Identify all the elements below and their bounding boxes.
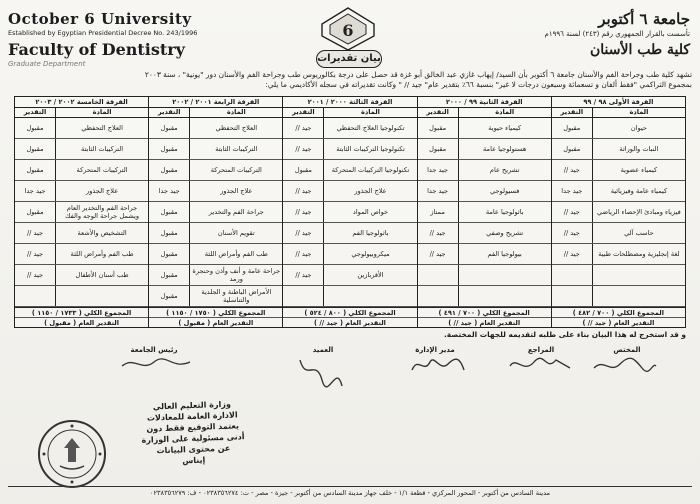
signature-president bbox=[116, 354, 196, 374]
year-summary bbox=[552, 307, 685, 327]
table-row bbox=[552, 244, 685, 265]
university-logo bbox=[316, 6, 380, 50]
grade-cell: جيد // bbox=[429, 250, 446, 258]
table-row bbox=[283, 244, 416, 265]
table-row bbox=[552, 286, 685, 307]
table-row bbox=[552, 181, 685, 202]
year-column bbox=[417, 97, 551, 327]
sig-label-admin-director: مدير الإدارة bbox=[415, 346, 455, 354]
decree-ar: تأسست بالقرار الجمهوري رقم (٢٤٣) لسنة ١٩٩٦م bbox=[544, 30, 690, 38]
subject-cell: علاج الجذور bbox=[189, 181, 282, 201]
subject-cell: علاج الجذور bbox=[323, 181, 416, 201]
year-total: المجموع الكلي ( ١٧٣٣ / ١١٥٠ ) bbox=[15, 308, 148, 318]
table-row bbox=[552, 202, 685, 223]
year-general-grade: التقدير العام ( مقبول ) bbox=[44, 319, 120, 327]
year-title: الفرقة الخامسة ٢٠٠٢ / ٢٠٠٣ bbox=[15, 97, 148, 108]
subject-cell: التركيبات المتحركة bbox=[55, 160, 148, 180]
subject-cell: التركيبات الثابتة bbox=[55, 139, 148, 159]
stamp-line-5: عن محتوى البيانات bbox=[156, 443, 231, 456]
subject-cell: كيمياء عضوية bbox=[592, 160, 685, 180]
grade-cell bbox=[283, 286, 323, 306]
grade-cell: مقبول bbox=[160, 250, 178, 258]
table-row bbox=[149, 265, 282, 286]
table-row bbox=[15, 223, 148, 244]
year-title: الفرقة الثالثة ٢٠٠٠ / ٢٠٠١ bbox=[283, 97, 416, 108]
subject-cell: كيمياء حيوية bbox=[458, 118, 551, 138]
subject-cell bbox=[55, 286, 148, 306]
table-row bbox=[552, 160, 685, 181]
grade-cell: مقبول bbox=[294, 166, 312, 174]
table-row bbox=[418, 265, 551, 286]
subject-cell: باثولوجيا عامة bbox=[458, 202, 551, 222]
subject-cell: الأقربازين bbox=[323, 265, 416, 285]
grade-cell: جيد // bbox=[563, 166, 580, 174]
grade-header: التقدير bbox=[292, 108, 315, 116]
table-row bbox=[552, 139, 685, 160]
grade-cell: مقبول bbox=[26, 145, 44, 153]
column-header bbox=[552, 108, 685, 118]
table-row bbox=[149, 181, 282, 202]
subject-cell: تكنولوجيا العلاج التحفظي bbox=[323, 118, 416, 138]
signature-dean bbox=[292, 352, 352, 390]
subject-cell: طب الفم وأمراض اللثة bbox=[55, 244, 148, 264]
subject-cell: النبات والوراثة bbox=[592, 139, 685, 159]
stamp-line-1: وزارة التعليم العالي bbox=[152, 399, 231, 412]
table-row bbox=[418, 139, 551, 160]
grade-cell: مقبول bbox=[26, 208, 44, 216]
grade-cell bbox=[552, 286, 592, 306]
subject-cell bbox=[458, 265, 551, 285]
faculty-name-ar: كلية طب الأسنان bbox=[589, 42, 690, 58]
subject-cell: ميكروبيولوجي bbox=[323, 244, 416, 264]
subject-header: المادة bbox=[458, 108, 551, 117]
subject-cell: لغة إنجليزية ومصطلحات طبية bbox=[592, 244, 685, 264]
year-total: المجموع الكلي ( ١٧٥٠ / ١١٥٠ ) bbox=[149, 308, 282, 318]
grade-cell: جيد جدا bbox=[561, 187, 583, 195]
year-general-grade: التقدير العام ( جيد // ) bbox=[582, 319, 655, 327]
year-general-grade: التقدير العام ( جيد // ) bbox=[314, 319, 386, 327]
subject-header: المادة bbox=[323, 108, 416, 117]
subject-cell bbox=[458, 286, 551, 306]
subject-cell: التركيبات الثابتة bbox=[189, 139, 282, 159]
subject-cell bbox=[592, 286, 685, 306]
subject-cell: تكنولوجيا التركيبات المتحركة bbox=[323, 160, 416, 180]
grade-header: التقدير bbox=[157, 108, 181, 116]
closing-statement: و قد استخرج له هذا البيان بناء على طلبه لتقديمه للجهات المختصة. bbox=[443, 330, 686, 339]
table-row bbox=[418, 244, 551, 265]
subject-cell: تشريح عام bbox=[458, 160, 551, 180]
grade-cell: جيد جدا bbox=[158, 187, 180, 195]
grade-cell: جيد // bbox=[563, 229, 580, 237]
grade-cell: مقبول bbox=[26, 124, 44, 132]
grade-cell bbox=[418, 286, 458, 306]
grade-cell bbox=[418, 265, 458, 285]
grade-cell: جيد // bbox=[295, 208, 312, 216]
column-header bbox=[149, 108, 282, 118]
table-row bbox=[283, 118, 416, 139]
column-header bbox=[15, 108, 148, 118]
table-row bbox=[283, 265, 416, 286]
subject-cell: بيولوجيا الفم bbox=[458, 244, 551, 264]
faculty-name-en: Faculty of Dentistry bbox=[8, 40, 185, 59]
grade-cell: جيد // bbox=[295, 271, 312, 279]
table-row bbox=[418, 118, 551, 139]
grade-cell: جيد // bbox=[26, 250, 44, 258]
year-title: الفرقة الرابعة ٢٠٠١ / ٢٠٠٢ bbox=[149, 97, 282, 108]
table-row bbox=[418, 202, 551, 223]
university-name-ar: جامعة ٦ أكتوبر bbox=[598, 10, 690, 28]
grade-cell: مقبول bbox=[429, 145, 447, 153]
subject-cell: تكنولوجيا التركيبات الثابتة bbox=[323, 139, 416, 159]
round-seal-icon bbox=[36, 418, 108, 490]
subject-cell: العلاج التحفظي bbox=[189, 118, 282, 138]
table-row bbox=[15, 181, 148, 202]
subject-cell: التركيبات المتحركة bbox=[189, 160, 282, 180]
subject-cell: تشريح وصفي bbox=[458, 223, 551, 243]
subject-cell: كيمياء عامة وفيزيائية bbox=[592, 181, 685, 201]
logo-text: 6 bbox=[342, 21, 354, 40]
grade-cell: مقبول bbox=[160, 166, 178, 174]
year-general-grade: التقدير العام ( مقبول ) bbox=[178, 319, 254, 327]
grade-cell: جيد // bbox=[295, 145, 312, 153]
subject-cell bbox=[592, 265, 685, 285]
subject-cell: علاج الجذور bbox=[55, 181, 148, 201]
table-row bbox=[149, 160, 282, 181]
grade-cell: مقبول bbox=[160, 145, 178, 153]
subject-cell: جراحة عامة و أنف وأذن وحنجرة ورمد bbox=[189, 265, 282, 285]
table-row bbox=[15, 265, 148, 286]
grade-cell: جيد // bbox=[295, 229, 312, 237]
decree-en: Established by Egyptian Presidential Decree No. 243/1996 bbox=[8, 29, 198, 37]
grade-cell: جيد جدا bbox=[427, 187, 449, 195]
grade-cell bbox=[552, 265, 592, 285]
grade-cell: مقبول bbox=[563, 124, 581, 132]
table-row bbox=[149, 118, 282, 139]
grade-cell: مقبول bbox=[160, 124, 178, 132]
table-row bbox=[149, 286, 282, 307]
grade-cell: جيد // bbox=[295, 124, 312, 132]
table-row bbox=[15, 139, 148, 160]
subject-cell: طب الفم وأمراض اللثة bbox=[189, 244, 282, 264]
sig-label-dean: العميد bbox=[312, 346, 334, 354]
signature-admin-director bbox=[406, 352, 468, 378]
subject-header: المادة bbox=[592, 108, 685, 117]
table-row bbox=[283, 181, 416, 202]
table-row bbox=[283, 160, 416, 181]
grade-cell: جيد // bbox=[295, 187, 312, 195]
table-row bbox=[552, 223, 685, 244]
table-row bbox=[418, 181, 551, 202]
grade-cell: مقبول bbox=[160, 271, 178, 279]
ministry-stamp bbox=[117, 395, 270, 478]
subject-cell: الأمراض الباطنة و الجلدية والتناسلية bbox=[189, 286, 282, 306]
subject-cell: جراحة الفم والتخدير bbox=[189, 202, 282, 222]
table-row bbox=[15, 286, 148, 307]
year-column bbox=[148, 97, 282, 327]
grade-header: التقدير bbox=[560, 108, 584, 116]
year-total: المجموع الكلي ( ٧٠٠ / ٤٨٢ ) bbox=[552, 308, 685, 318]
grade-cell: مقبول bbox=[160, 229, 178, 237]
subject-cell: هستولوجيا عامة bbox=[458, 139, 551, 159]
table-row bbox=[15, 160, 148, 181]
table-row bbox=[418, 286, 551, 307]
year-column bbox=[15, 97, 148, 327]
signature-reviewer bbox=[506, 354, 576, 376]
table-row bbox=[149, 202, 282, 223]
table-row bbox=[15, 244, 148, 265]
subject-cell: باثولوجيا الفم bbox=[323, 223, 416, 243]
subject-cell bbox=[323, 286, 416, 306]
signature-checker bbox=[590, 354, 660, 376]
header-english bbox=[8, 10, 218, 68]
year-column bbox=[282, 97, 416, 327]
subject-cell: فيزياء ومبادئ الإحصاء الرياضي bbox=[592, 202, 685, 222]
subject-cell: تقويم الأسنان bbox=[189, 223, 282, 243]
stamp-line-2: الادارة العامة للمعادلات bbox=[146, 410, 238, 423]
subject-cell: حاسب آلي bbox=[592, 223, 685, 243]
year-summary bbox=[283, 307, 416, 327]
sig-label-checker: المختص bbox=[613, 346, 641, 354]
grade-cell: جيد // bbox=[26, 271, 44, 279]
subject-cell: جراحة الفم والتخدير العام ويشمل جراحة الوجه والفك bbox=[55, 202, 148, 222]
table-row bbox=[149, 139, 282, 160]
grade-cell: جيد // bbox=[563, 208, 580, 216]
table-row bbox=[283, 286, 416, 307]
intro-paragraph bbox=[8, 70, 692, 90]
stamp-line-4: أدنى مسئولية على الوزارة bbox=[141, 432, 245, 445]
year-total: المجموع الكلي ( ٧٠٠ / ٤٩١ ) bbox=[418, 308, 551, 318]
table-row bbox=[418, 160, 551, 181]
sig-label-president: رئيس الجامعة bbox=[130, 346, 178, 354]
grade-header: التقدير bbox=[426, 108, 449, 116]
grade-header: التقدير bbox=[23, 108, 47, 116]
table-row bbox=[15, 118, 148, 139]
grade-cell: مقبول bbox=[26, 166, 44, 174]
year-title: الفرقة الثانية ٩٩ / ٢٠٠٠ bbox=[418, 97, 551, 108]
subject-cell: طب أسنان الأطفال bbox=[55, 265, 148, 285]
grades-table bbox=[14, 96, 686, 328]
year-summary bbox=[149, 307, 282, 327]
footer-address: مدينة السادس من أكتوبر - المحور المركزي - قطعة ١/١ - خلف جهاز مدينة السادس من أكتوبر - جيزة - مصر - ت: ٠٢٣٨٣٥٦٢٧٤ - ف: ٠٢٣٨٣٥٦٢٧٩ bbox=[8, 486, 692, 497]
subject-cell: خواص المواد bbox=[323, 202, 416, 222]
year-summary bbox=[418, 307, 551, 327]
table-row bbox=[418, 223, 551, 244]
table-row bbox=[149, 244, 282, 265]
year-title: الفرقة الأولى ٩٨ / ٩٩ bbox=[552, 97, 685, 108]
year-column bbox=[551, 97, 685, 327]
stamp-line-6: إيناس bbox=[182, 455, 206, 466]
subject-cell: فسيولوجي bbox=[458, 181, 551, 201]
grade-cell: جيد جدا bbox=[24, 187, 46, 195]
year-summary bbox=[15, 307, 148, 327]
grade-cell: مقبول bbox=[160, 208, 178, 216]
table-row bbox=[283, 139, 416, 160]
subject-header: المادة bbox=[55, 108, 148, 117]
table-row bbox=[283, 202, 416, 223]
intro-line-1: تشهد كلية طب وجراحة الفم والأسنان جامعة ٦ أكتوبر بأن السيد/ إيهاب غازي عبد الخالق أبو غزة قد حصل على درجة بكالوريوس طب وجراحة الفم والأسنان دور "يونية" ، سنة ٢٠٠٣ bbox=[144, 70, 692, 79]
grade-cell: جيد // bbox=[295, 250, 312, 258]
table-row bbox=[552, 118, 685, 139]
column-header bbox=[418, 108, 551, 118]
year-general-grade: التقدير العام ( جيد // ) bbox=[448, 319, 521, 327]
table-row bbox=[552, 265, 685, 286]
subject-cell: التشخيص والأشعة bbox=[55, 223, 148, 243]
grade-cell: مقبول bbox=[160, 292, 178, 300]
grad-dept-en: Graduate Department bbox=[8, 60, 86, 68]
table-row bbox=[149, 223, 282, 244]
university-name-en: October 6 University bbox=[8, 10, 192, 28]
subject-cell: العلاج التحفظي bbox=[55, 118, 148, 138]
year-total: المجموع الكلي ( ٨٠٠ / ٥٢٤ ) bbox=[283, 308, 416, 318]
document-title: بيان تقديرات bbox=[316, 50, 382, 68]
grade-cell bbox=[15, 286, 55, 306]
subject-cell: حيوان bbox=[592, 118, 685, 138]
grade-cell: جيد جدا bbox=[427, 166, 449, 174]
sig-label-reviewer: المراجع bbox=[527, 346, 555, 354]
stamp-line-3: يعتمد التوقيع فقط دون bbox=[146, 421, 240, 434]
grade-cell: جيد // bbox=[429, 229, 446, 237]
grade-cell: ممتاز bbox=[430, 208, 445, 216]
table-row bbox=[283, 223, 416, 244]
header-arabic bbox=[460, 10, 690, 58]
grade-cell: جيد // bbox=[26, 229, 44, 237]
grade-cell: مقبول bbox=[563, 145, 581, 153]
grade-cell: مقبول bbox=[429, 124, 447, 132]
column-header bbox=[283, 108, 416, 118]
grade-cell: جيد // bbox=[563, 250, 580, 258]
subject-header: المادة bbox=[189, 108, 282, 117]
table-row bbox=[15, 202, 148, 223]
intro-line-2: بمجموع التراكمي "فقط ألفان و تسعمائة وسبعون درجات لا غير" بنسبة ٦٦٪ بتقدير عام" جيد // " وكانت تقديراته في سجله الأكاديمي ما يلي: bbox=[265, 80, 692, 89]
